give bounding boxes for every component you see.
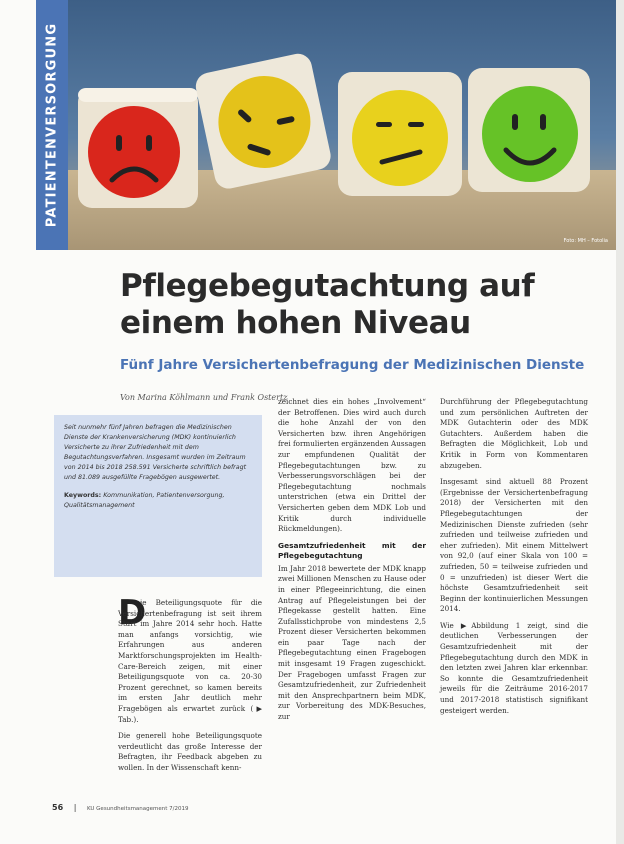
header-photo [68, 0, 616, 250]
drop-cap: D [118, 593, 147, 633]
paragraph: Insgesamt sind aktuell 88 Prozent (Ergebnisse der Versichertenbefragung 2018) der Versicherten mit den Pflegebegutachtungen der Medizinischen Dienste zufrieden (sehr zufrieden und teilweise zufrieden und eher zufrieden). Mit einem Mittelwert von 92,0 (auf einer Skala von 100 = zufrieden, 50 = teilweise zufrieden und 0 = unzufrieden) ist dieser Wert die höchste Gesamtzufriedenheit seit Beginn der kontinuierlichen Messungen 2014. [440, 477, 588, 614]
neutral-face-die-tilted [193, 51, 333, 191]
footer-separator: | [73, 803, 77, 812]
paragraph-text: ie Beteiligungsquote für die Versichertenbefragung ist seit ihrem Start im Jahre 2014 sehr hoch. Hatte man anfangs vorsichtig, wie Erfahrungen aus anderen Marktforschungsprojekten im Health-Care-Bereich zeigen, mit einer Beteiligungsquote von ca. 20-30 Prozent gerechnet, so kamen bereits im ersten Jahr deutlich mehr Fragebögen als erwartet zurück (▶ Tab.). [118, 598, 262, 724]
paragraph: Durchführung der Pflegebegutachtung und zum persönlichen Auftreten der MDK Gutachterin oder des MDK Gutachters. Außerdem haben die Befragten die Möglichkeit, Lob und Kritik in Form von Kommentaren abzugeben. [440, 397, 588, 470]
section-sidebar [36, 0, 68, 250]
section-heading: Gesamtzufriedenheit mit der Pflegebegutachtung [278, 540, 426, 560]
emoji-dice-image [68, 0, 616, 250]
body-column-1 [118, 593, 262, 780]
abstract-text: Seit nunmehr fünf Jahren befragen die Medizinischen Dienste der Krankenversicherung (MDK) kontinuierlich Versicherte zu ihrer Zufriedenheit mit dem Begutachtungsverfahren. Insgesamt wurden im Zeitraum von 2014 bis 2018 258.591 Versicherte schriftlich befragt und 81.089 ausgefüllte Fragebögen ausgewertet. [64, 424, 247, 481]
scan-edge [616, 0, 624, 844]
sad-face-die [78, 88, 198, 208]
keywords [64, 491, 252, 511]
paragraph: Im Jahr 2018 bewertete der MDK knapp zwei Millionen Menschen zu Hause oder in einer Pflegeeinrichtung, die einen Antrag auf Pflegeleistungen bei der Pflegekasse gestellt hatten. Eine Zufallsstichprobe von mindestens 2,5 Prozent dieser Versicherten bekommen ein paar Tage nach der Pflegebegutachtung einen Fragebogen mit insgesamt 19 Fragen zugeschickt. Der Fragebogen umfasst Fragen zur Gesamtzufriedenheit, zur Zufriedenheit mit den Ansprechpartnern beim MDK, zur Vorbereitung des MDK-Besuches, zur [278, 563, 426, 722]
body-column-3 [440, 397, 588, 722]
page-footer [52, 803, 189, 812]
paragraph: zeichnet dies ein hohes „Involvement“ der Betroffenen. Dies wird auch durch die hohe Anzahl der von den Versicherten bzw. ihren Angehörigen frei formulierten ergänzenden Aussagen zur empfundenen Qualität der Pflegebegutachtungen bzw. zu Verbesserungsvorschlägen bei der Pflegebegutachtung nochmals unterstrichen (etwa ein Drittel der Versicherten geben dem MDK Lob und Kritik durch individuelle Rückmeldungen). [278, 397, 426, 534]
paragraph: Die generell hohe Beteiligungsquote verdeutlicht das große Interesse der Befragten, ihr Feedback abgeben zu wollen. In der Wissenschaft kenn- [118, 731, 262, 772]
section-label: PATIENTENVERSORGUNG [44, 22, 60, 228]
photo-credit: Foto: MH – Fotolia [563, 238, 608, 244]
paragraph: Wie ▶Abbildung 1 zeigt, sind die deutlichen Verbesserungen der Gesamtzufriedenheit mit der Pflegebegutachtung durch den MDK in den letzten zwei Jahren klar erkennbar. So konnte die Gesamtzufriedenheit jeweils für die Zeiträume 2016-2017 und 2017-2018 statistisch signifikant gesteigert werden. [440, 620, 588, 715]
abstract-box [54, 415, 262, 577]
happy-face-die [468, 68, 590, 192]
article-subtitle: Fünf Jahre Versichertenbefragung der Medizinischen Dienste [120, 357, 585, 373]
body-column-2 [278, 397, 426, 729]
keywords-text: Kommunikation, Patientenversorgung, Qualitätsmanagement [64, 492, 225, 509]
keywords-label: Keywords: [64, 492, 102, 499]
article-authors: Von Marina Köhlmann und Frank Ostertz [120, 393, 288, 402]
paragraph [118, 593, 262, 725]
journal-name: KU Gesundheitsmanagement 7/2019 [86, 806, 189, 812]
page-number: 56 [52, 803, 64, 812]
article-title: Pflegebegutachtung auf einem hohen Niveau [120, 268, 535, 341]
meh-face-die [338, 72, 462, 196]
